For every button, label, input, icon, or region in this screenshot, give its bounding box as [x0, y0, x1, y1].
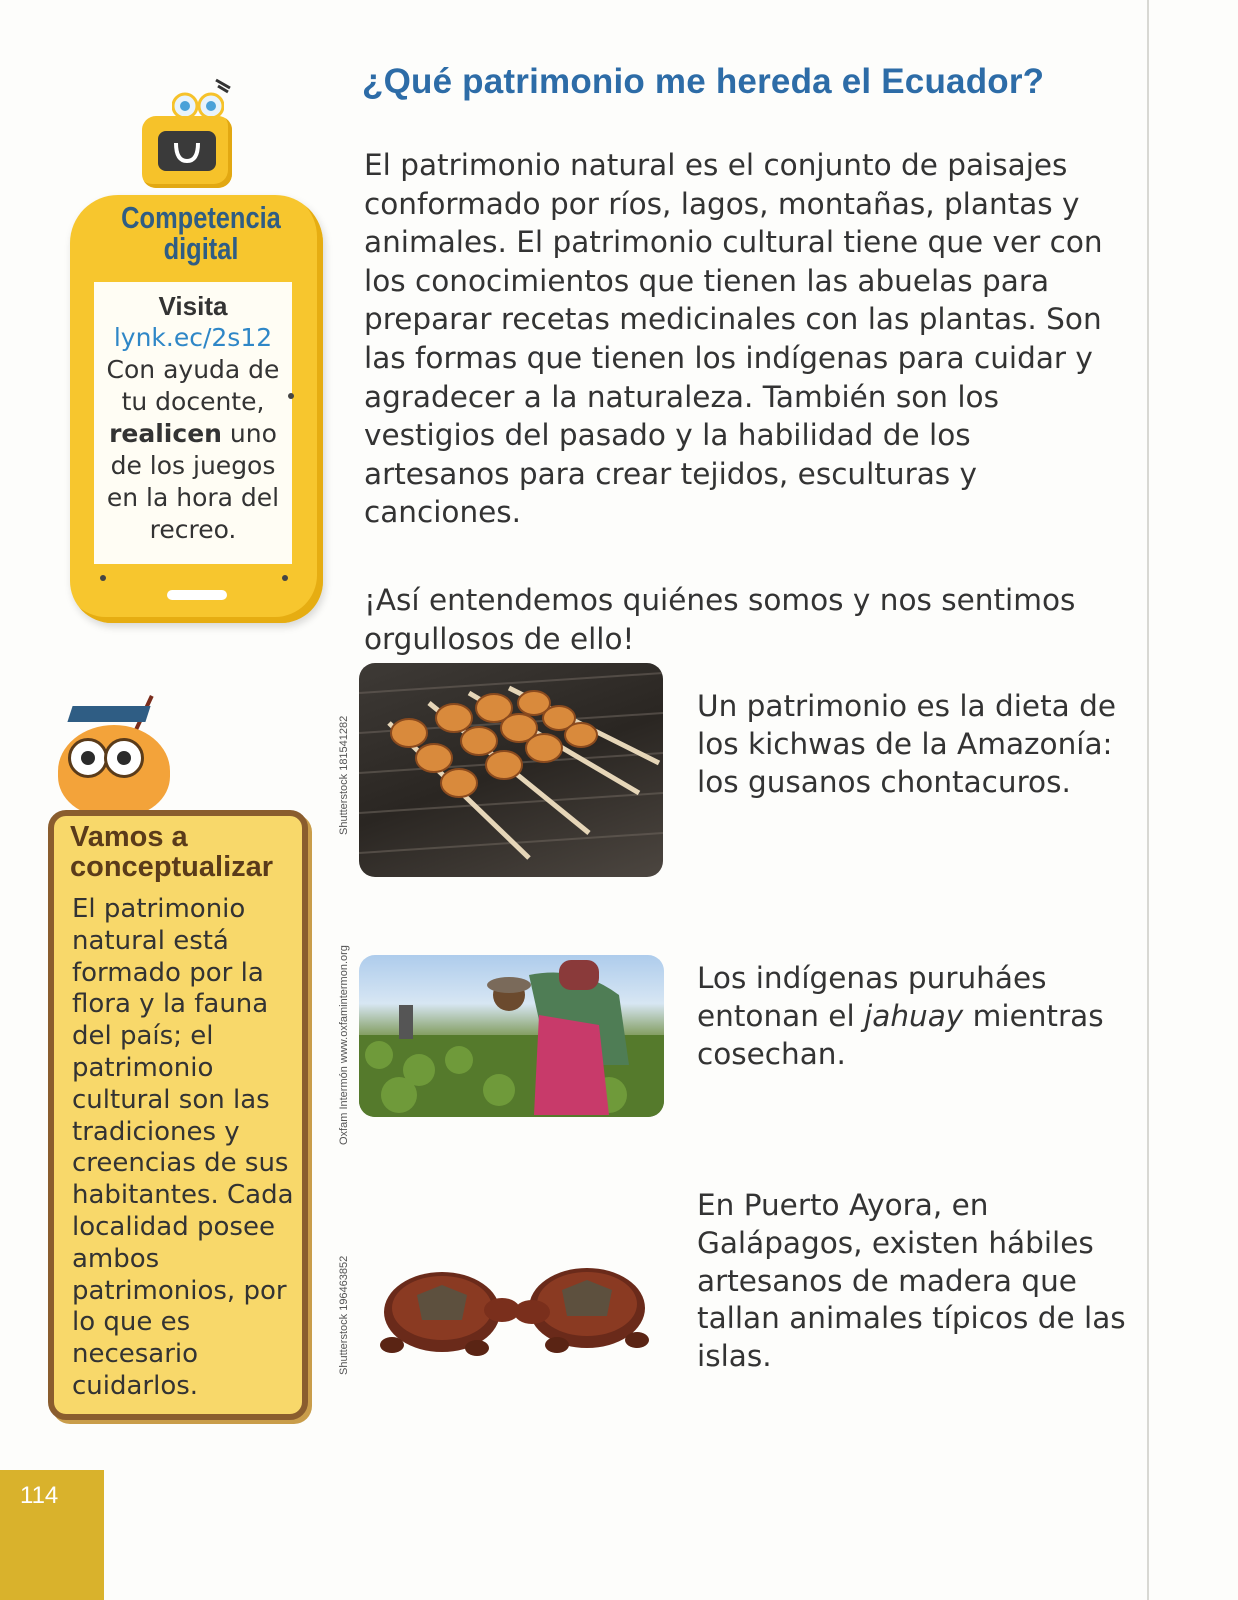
- caption-puruhaes-em: jahuay: [864, 998, 964, 1033]
- wooden-tortoises-photo: [362, 1250, 662, 1370]
- page-number: 114: [20, 1482, 59, 1509]
- puruhaes-harvest-photo: [359, 955, 664, 1117]
- photo-credit: Oxfam Intermón www.oxfamintermon.org: [338, 945, 350, 1145]
- tablet-dot: [100, 575, 106, 581]
- caption-artesanos: En Puerto Ayora, en Galápagos, existen hábiles artesanos de madera que tallan animales típicos de las islas.: [697, 1188, 1126, 1374]
- chontacuro-skewers-photo: [359, 663, 663, 877]
- main-paragraph-text: El patrimonio natural es el conjunto de paisajes conformado por ríos, lagos, montañas, plantas y animales. El patrimonio cultural tiene que ver con los conocimientos que tienen las abuelas para preparar recetas medicinales con las plantas. Son las formas que tienen los indígenas para cuidar y agradecer a la naturaleza. También son los vestigios del pasado y la habilidad de los artesanos para crear tejidos, esculturas y canciones.: [364, 148, 1103, 530]
- competencia-text-after: uno de los juegos en la hora del recreo.: [106, 419, 280, 544]
- caption-puruhaes: [697, 960, 1127, 1073]
- photo-credit: Shutterstock 181541282: [338, 715, 350, 835]
- competencia-link[interactable]: lynk.ec/2s12: [113, 323, 273, 352]
- graduation-cap-icon: [67, 706, 150, 722]
- tablet-dot: [288, 393, 294, 399]
- owl-pupil: [81, 751, 95, 765]
- caption-puruhaes-before: Los indígenas puruháes entonan el: [697, 961, 1047, 1033]
- caption-puruhaes-after: mientras cosechan.: [697, 998, 1104, 1071]
- closing-paragraph: ¡Así entendemos quiénes somos y nos sentimos orgullosos de ello!: [364, 583, 1076, 656]
- main-paragraph: [364, 146, 1124, 532]
- competencia-title: Competencia digital: [121, 200, 281, 266]
- owl-pupil: [117, 751, 131, 765]
- photo-credit: Shutterstock 196463852: [338, 1255, 350, 1375]
- visita-label: Visita: [158, 291, 228, 321]
- competencia-text: [94, 290, 292, 546]
- competencia-text-before: Con ayuda de tu docente,: [106, 355, 280, 416]
- page-edge: [1147, 0, 1149, 1600]
- page-title: ¿Qué patrimonio me hereda el Ecuador?: [362, 62, 1045, 101]
- concept-text: El patrimonio natural está formado por la flora y la fauna del país; el patrimonio cultural son las tradiciones y creencias de sus habitantes. Cada localidad posee ambos patrimonios, por lo que es necesario cuidarlos.: [72, 894, 294, 1401]
- tablet-dot: [282, 575, 288, 581]
- caption-chontacuros: Un patrimonio es la dieta de los kichwas de la Amazonía: los gusanos chontacuros.: [697, 689, 1116, 799]
- robot-face-icon: [158, 131, 216, 171]
- competencia-bold: realicen: [109, 419, 222, 448]
- tablet-home-button: [167, 590, 227, 600]
- concept-title: Vamos a conceptualizar: [70, 821, 274, 883]
